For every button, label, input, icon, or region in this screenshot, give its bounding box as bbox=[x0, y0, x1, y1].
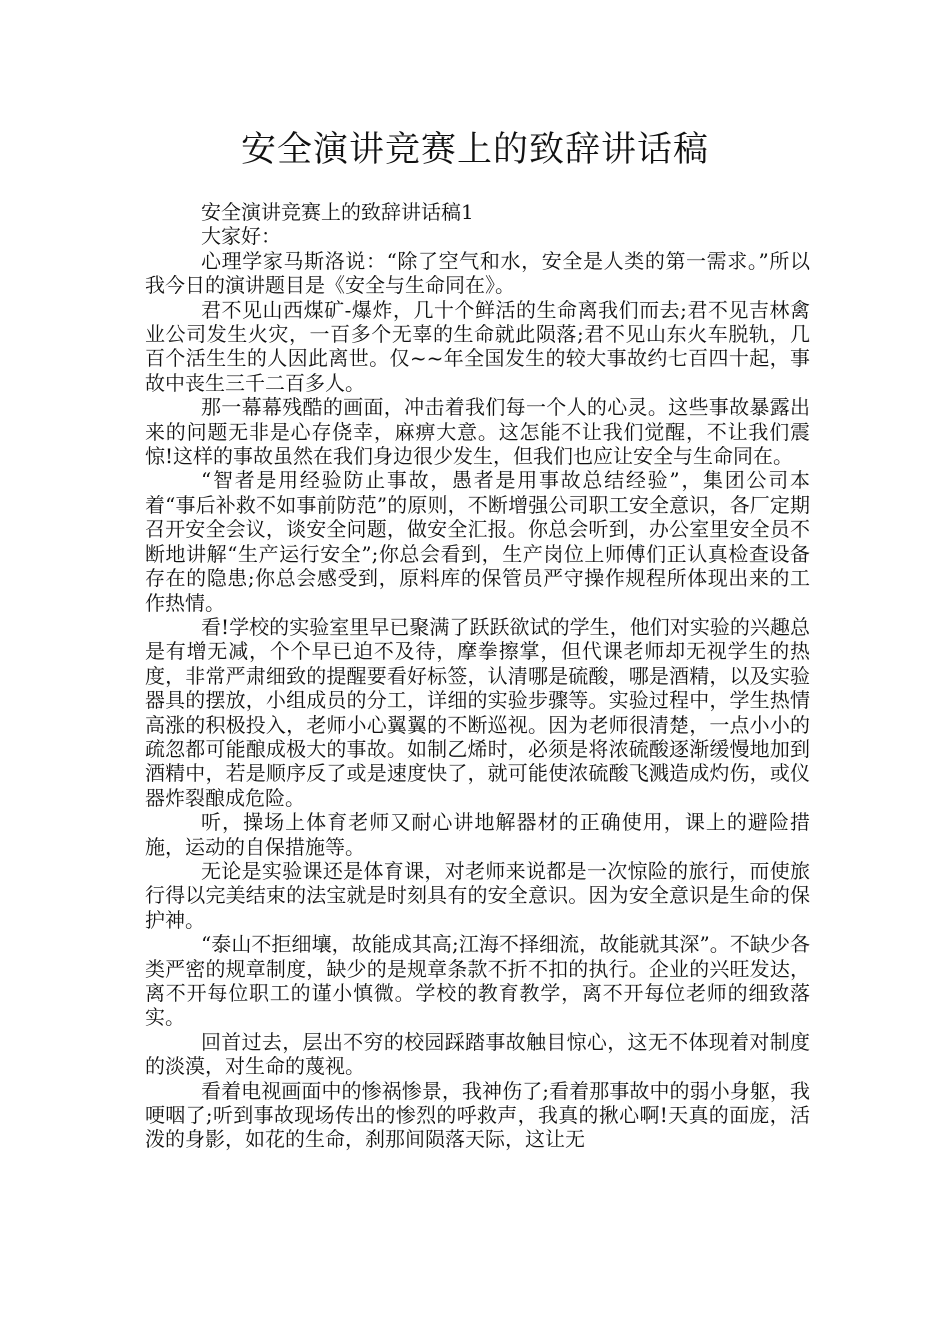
paragraph-rules: “泰山不拒细壤，故能成其高;江海不择细流，故能就其深”。不缺少各类严密的规章制度，缺少的是规章条款不折不扣的执行。企业的兴旺发达，离不开每位职工的谨小慎微。学校的教育教学，离不开每位老师的细致落实。 bbox=[145, 932, 810, 1030]
paragraph-awakening: 那一幕幕残酷的画面，冲击着我们每一个人的心灵。这些事故暴露出来的问题无非是心存侥幸，麻痹大意。这怎能不让我们觉醒，不让我们震惊!这样的事故虽然在我们身边很少发生，但我们也应让安全与生命同在。 bbox=[145, 395, 810, 469]
paragraph-laboratory: 看!学校的实验室里早已聚满了跃跃欲试的学生，他们对实验的兴趣总是有增无减，个个早已迫不及待，摩拳擦掌，但代课老师却无视学生的热度，非常严肃细致的提醒要看好标签，认清哪是硫酸，哪是酒精，以及实验器具的摆放，小组成员的分工，详细的实验步骤等。实验过程中，学生热情高涨的积极投入，老师小心翼翼的不断巡视。因为老师很清楚，一点小小的疏忽都可能酿成极大的事故。如制乙烯时，必须是将浓硫酸逐渐缓慢地加到酒精中，若是顺序反了或是速度快了，就可能使浓硫酸飞溅造成灼伤，或仪器炸裂酿成危险。 bbox=[145, 614, 810, 810]
document-body bbox=[145, 200, 810, 1152]
paragraph-tragedy: 看着电视画面中的惨祸惨景，我神伤了;看着那事故中的弱小身躯，我哽咽了;听到事故现场传出的惨烈的呼救声，我真的揪心啊!天真的面庞，活泼的身影，如花的生命，刹那间陨落天际，这让无 bbox=[145, 1078, 810, 1152]
paragraph-accidents: 君不见山西煤矿-爆炸，几十个鲜活的生命离我们而去;君不见吉林禽业公司发生火灾，一百多个无辜的生命就此陨落;君不见山东火车脱轨，几百个活生生的人因此离世。仅~~年全国发生的较大事故约七百四十起，事故中丧生三千二百多人。 bbox=[145, 297, 810, 395]
speech-subtitle: 安全演讲竞赛上的致辞讲话稿1 bbox=[201, 200, 474, 224]
paragraph-safety-awareness: 无论是实验课还是体育课，对老师来说都是一次惊险的旅行，而使旅行得以完美结束的法宝就是时刻具有的安全意识。因为安全意识是生命的保护神。 bbox=[145, 858, 810, 932]
document-title: 安全演讲竞赛上的致辞讲话稿 bbox=[240, 130, 709, 170]
greeting: 大家好： bbox=[201, 224, 281, 249]
paragraph-maslow-quote: 心理学家马斯洛说：“除了空气和水，安全是人类的第一需求。”所以我今日的演讲题目是《安全与生命同在》。 bbox=[145, 248, 810, 298]
paragraph-company-safety: “智者是用经验防止事故，愚者是用事故总结经验”，集团公司本着“事后补救不如事前防范”的原则，不断增强公司职工安全意识，各厂定期召开安全会议，谈安全问题，做安全汇报。你总会听到，办公室里安全员不断地讲解“生产运行安全”;你总会看到，生产岗位上师傅们正认真检查设备存在的隐患;你总会感受到，原料库的保管员严守操作规程所体现出来的工作热情。 bbox=[145, 468, 810, 615]
paragraph-stampede: 回首过去，层出不穷的校园踩踏事故触目惊心，这无不体现着对制度的淡漠，对生命的蔑视。 bbox=[145, 1029, 810, 1079]
paragraph-playground: 听，操场上体育老师又耐心讲地解器材的正确使用，课上的避险措施，运动的自保措施等。 bbox=[145, 810, 810, 859]
